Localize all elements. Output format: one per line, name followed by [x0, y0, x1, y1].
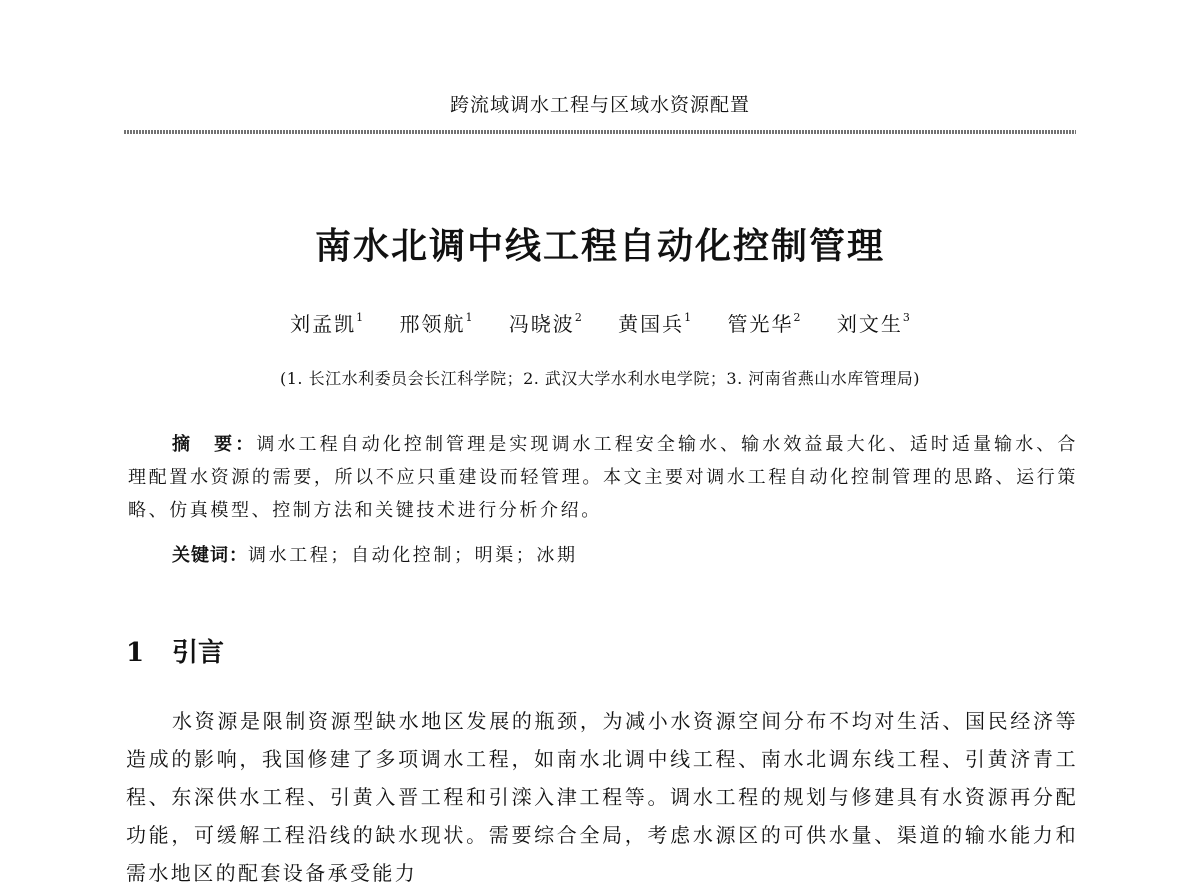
running-header: 跨流域调水工程与区域水资源配置 — [449, 94, 750, 116]
body-paragraph: 水资源是限制资源型缺水地区发展的瓶颈，为减小水资源空间分布不均对生活、国民经济等造成的影响，我国修建了多项调水工程，如南水北调中线工程、南水北调东线工程、引黄济青工程、东深供水工程、引黄入晋工程和引滦入津工程等。调水工程的规划与修建具有水资源再分配功能，可缓解工程沿线的缺水现状。需要综合全局，考虑水源区的可供水量、渠道的输水能力和需水地区的配套设备承受能力 — [126, 709, 1078, 885]
author-affiliation-mark: 3 — [902, 311, 910, 325]
author-name: 黄国兵 — [618, 312, 685, 336]
section-heading — [126, 632, 224, 669]
author-list — [0, 308, 1200, 337]
keywords — [172, 541, 1072, 567]
abstract — [128, 428, 1078, 527]
author — [290, 308, 363, 337]
author-affiliation-mark: 1 — [684, 311, 692, 325]
section-number: 1 — [126, 638, 145, 668]
affiliations: (1. 长江水利委员会长江科学院；2. 武汉大学水利水电学院；3. 河南省燕山水库管理局) — [279, 369, 921, 388]
author-name: 邢领航 — [399, 312, 466, 336]
section-title: 引言 — [172, 638, 225, 668]
header-rule — [124, 130, 1076, 134]
abstract-label: 摘 要： — [172, 434, 257, 455]
paper-title: 南水北调中线工程自动化控制管理 — [314, 226, 885, 267]
author-name: 刘文生 — [836, 312, 903, 336]
author — [728, 308, 801, 337]
author-name: 刘孟凯 — [290, 312, 357, 336]
author — [509, 308, 582, 337]
abstract-text: 调水工程自动化控制管理是实现调水工程安全输水、输水效益最大化、适时适量输水、合理配置水资源的需要，所以不应只重建设而轻管理。本文主要对调水工程自动化控制管理的思路、运行策略、仿真模型、控制方法和关键技术进行分析介绍。 — [128, 434, 1078, 521]
keywords-text: 调水工程；自动化控制；明渠；冰期 — [248, 545, 578, 566]
author-name: 冯晓波 — [508, 312, 575, 336]
author-affiliation-mark: 2 — [793, 311, 801, 325]
author — [399, 308, 472, 337]
author — [618, 308, 691, 337]
author-name: 管光华 — [727, 312, 794, 336]
author — [837, 308, 910, 337]
author-affiliation-mark: 1 — [465, 311, 473, 325]
keywords-label: 关键词： — [172, 545, 248, 566]
author-affiliation-mark: 2 — [574, 311, 582, 325]
author-affiliation-mark: 1 — [356, 311, 364, 325]
